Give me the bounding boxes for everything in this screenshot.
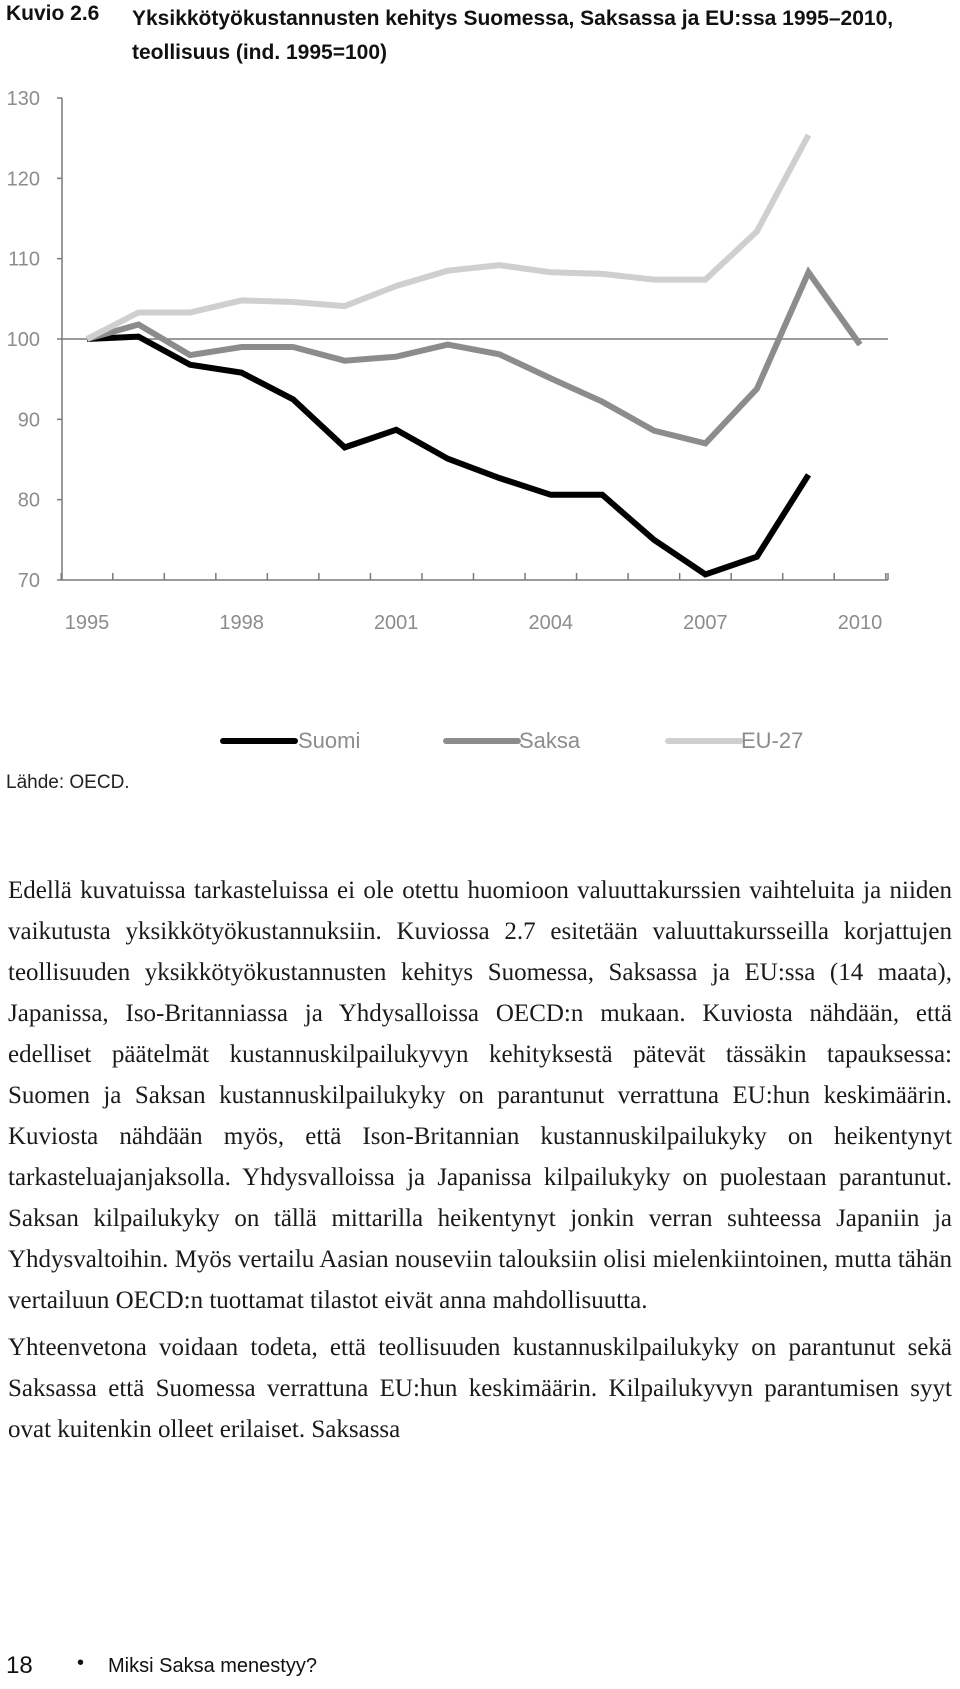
chart-legend	[0, 720, 960, 760]
x-tick-label: 2007	[683, 612, 728, 634]
x-tick-label: 1995	[64, 612, 110, 634]
legend-label-saksa: Saksa	[519, 728, 581, 753]
legend-label-suomi: Suomi	[298, 728, 361, 753]
x-tick-label: 1998	[219, 612, 264, 634]
y-tick-label: 100	[6, 329, 40, 351]
body-text	[8, 870, 952, 1456]
body-paragraph: Yhteenvetona voidaan todeta, että teollisuuden kustannuskilpailukyky on parantunut sekä Saksassa että Suomessa verrattuna EU:hun keskimäärin. Kilpailukyvyn parantumisen syyt ovat kuitenkin olleet erilaiset. Saksassa	[8, 1334, 952, 1443]
page-footer	[6, 1652, 606, 1682]
legend-swatch-suomi	[220, 738, 298, 744]
y-tick-label: 70	[17, 570, 40, 592]
y-tick-label: 90	[17, 409, 40, 432]
chart-axes	[7, 88, 888, 634]
legend-swatch-saksa	[443, 738, 521, 744]
x-tick-label: 2010	[837, 612, 883, 634]
y-tick-label: 80	[17, 489, 40, 512]
running-title: Miksi Saksa menestyy?	[108, 1655, 317, 1677]
line-chart	[0, 80, 960, 680]
figure-title: Yksikkötyökustannusten kehitys Suomessa, Saksassa ja EU:ssa 1995–2010, teollisuus (ind. 1995=100)	[132, 7, 894, 64]
chart-series-layer	[87, 135, 860, 574]
x-tick-label: 2001	[373, 612, 419, 634]
series-line-eu27	[87, 135, 809, 339]
figure-source: Lähde: OECD.	[6, 772, 130, 793]
legend-label-eu27: EU-27	[741, 728, 804, 753]
x-tick-label: 2004	[528, 612, 574, 634]
series-line-suomi	[87, 337, 809, 575]
y-tick-label: 120	[6, 168, 40, 191]
y-tick-label: 110	[8, 248, 40, 271]
page-number: 18	[6, 1652, 33, 1679]
figure-label: Kuvio 2.6	[6, 2, 100, 25]
footer-bullet: •	[77, 1652, 85, 1674]
series-line-saksa	[87, 272, 860, 443]
y-tick-label: 130	[6, 88, 40, 110]
legend-swatch-eu27	[665, 738, 743, 744]
body-paragraph: Edellä kuvatuissa tarkasteluissa ei ole otettu huomioon valuuttakurssien vaihteluita ja niiden vaikutusta yksikkötyökustannuksiin. Kuviossa 2.7 esitetään valuuttakursseilla korjattujen teollisuuden yksikkötyökustannusten kehitys Suomessa, Saksassa ja EU:ssa (14 maata), Japanissa, Iso-Britanniassa ja Yhdysalloissa OECD:n mukaan. Kuviosta nähdään, että edelliset päätelmät kustannuskilpailukyvyn kehityksestä pätevät tässäkin tapauksessa: Suomen ja Saksan kustannuskilpailukyky on parantunut verrattuna EU:hun keskimäärin. Kuviosta nähdään myös, että Ison-Britannian kustannuskilpailukyky on heikentynyt tarkasteluajanjaksolla. Yhdysvalloissa ja Japanissa kilpailukyky on puolestaan parantunut. Saksan kilpailukyky on tällä mittarilla heikentynyt jonkin verran suhteessa Japaniin ja Yhdysvaltoihin. Myös vertailu Aasian nouseviin talouksiin olisi mielenkiintoinen, mutta tähän vertailuun OECD:n tuottamat tilastot eivät anna mahdollisuutta.	[8, 877, 952, 1314]
